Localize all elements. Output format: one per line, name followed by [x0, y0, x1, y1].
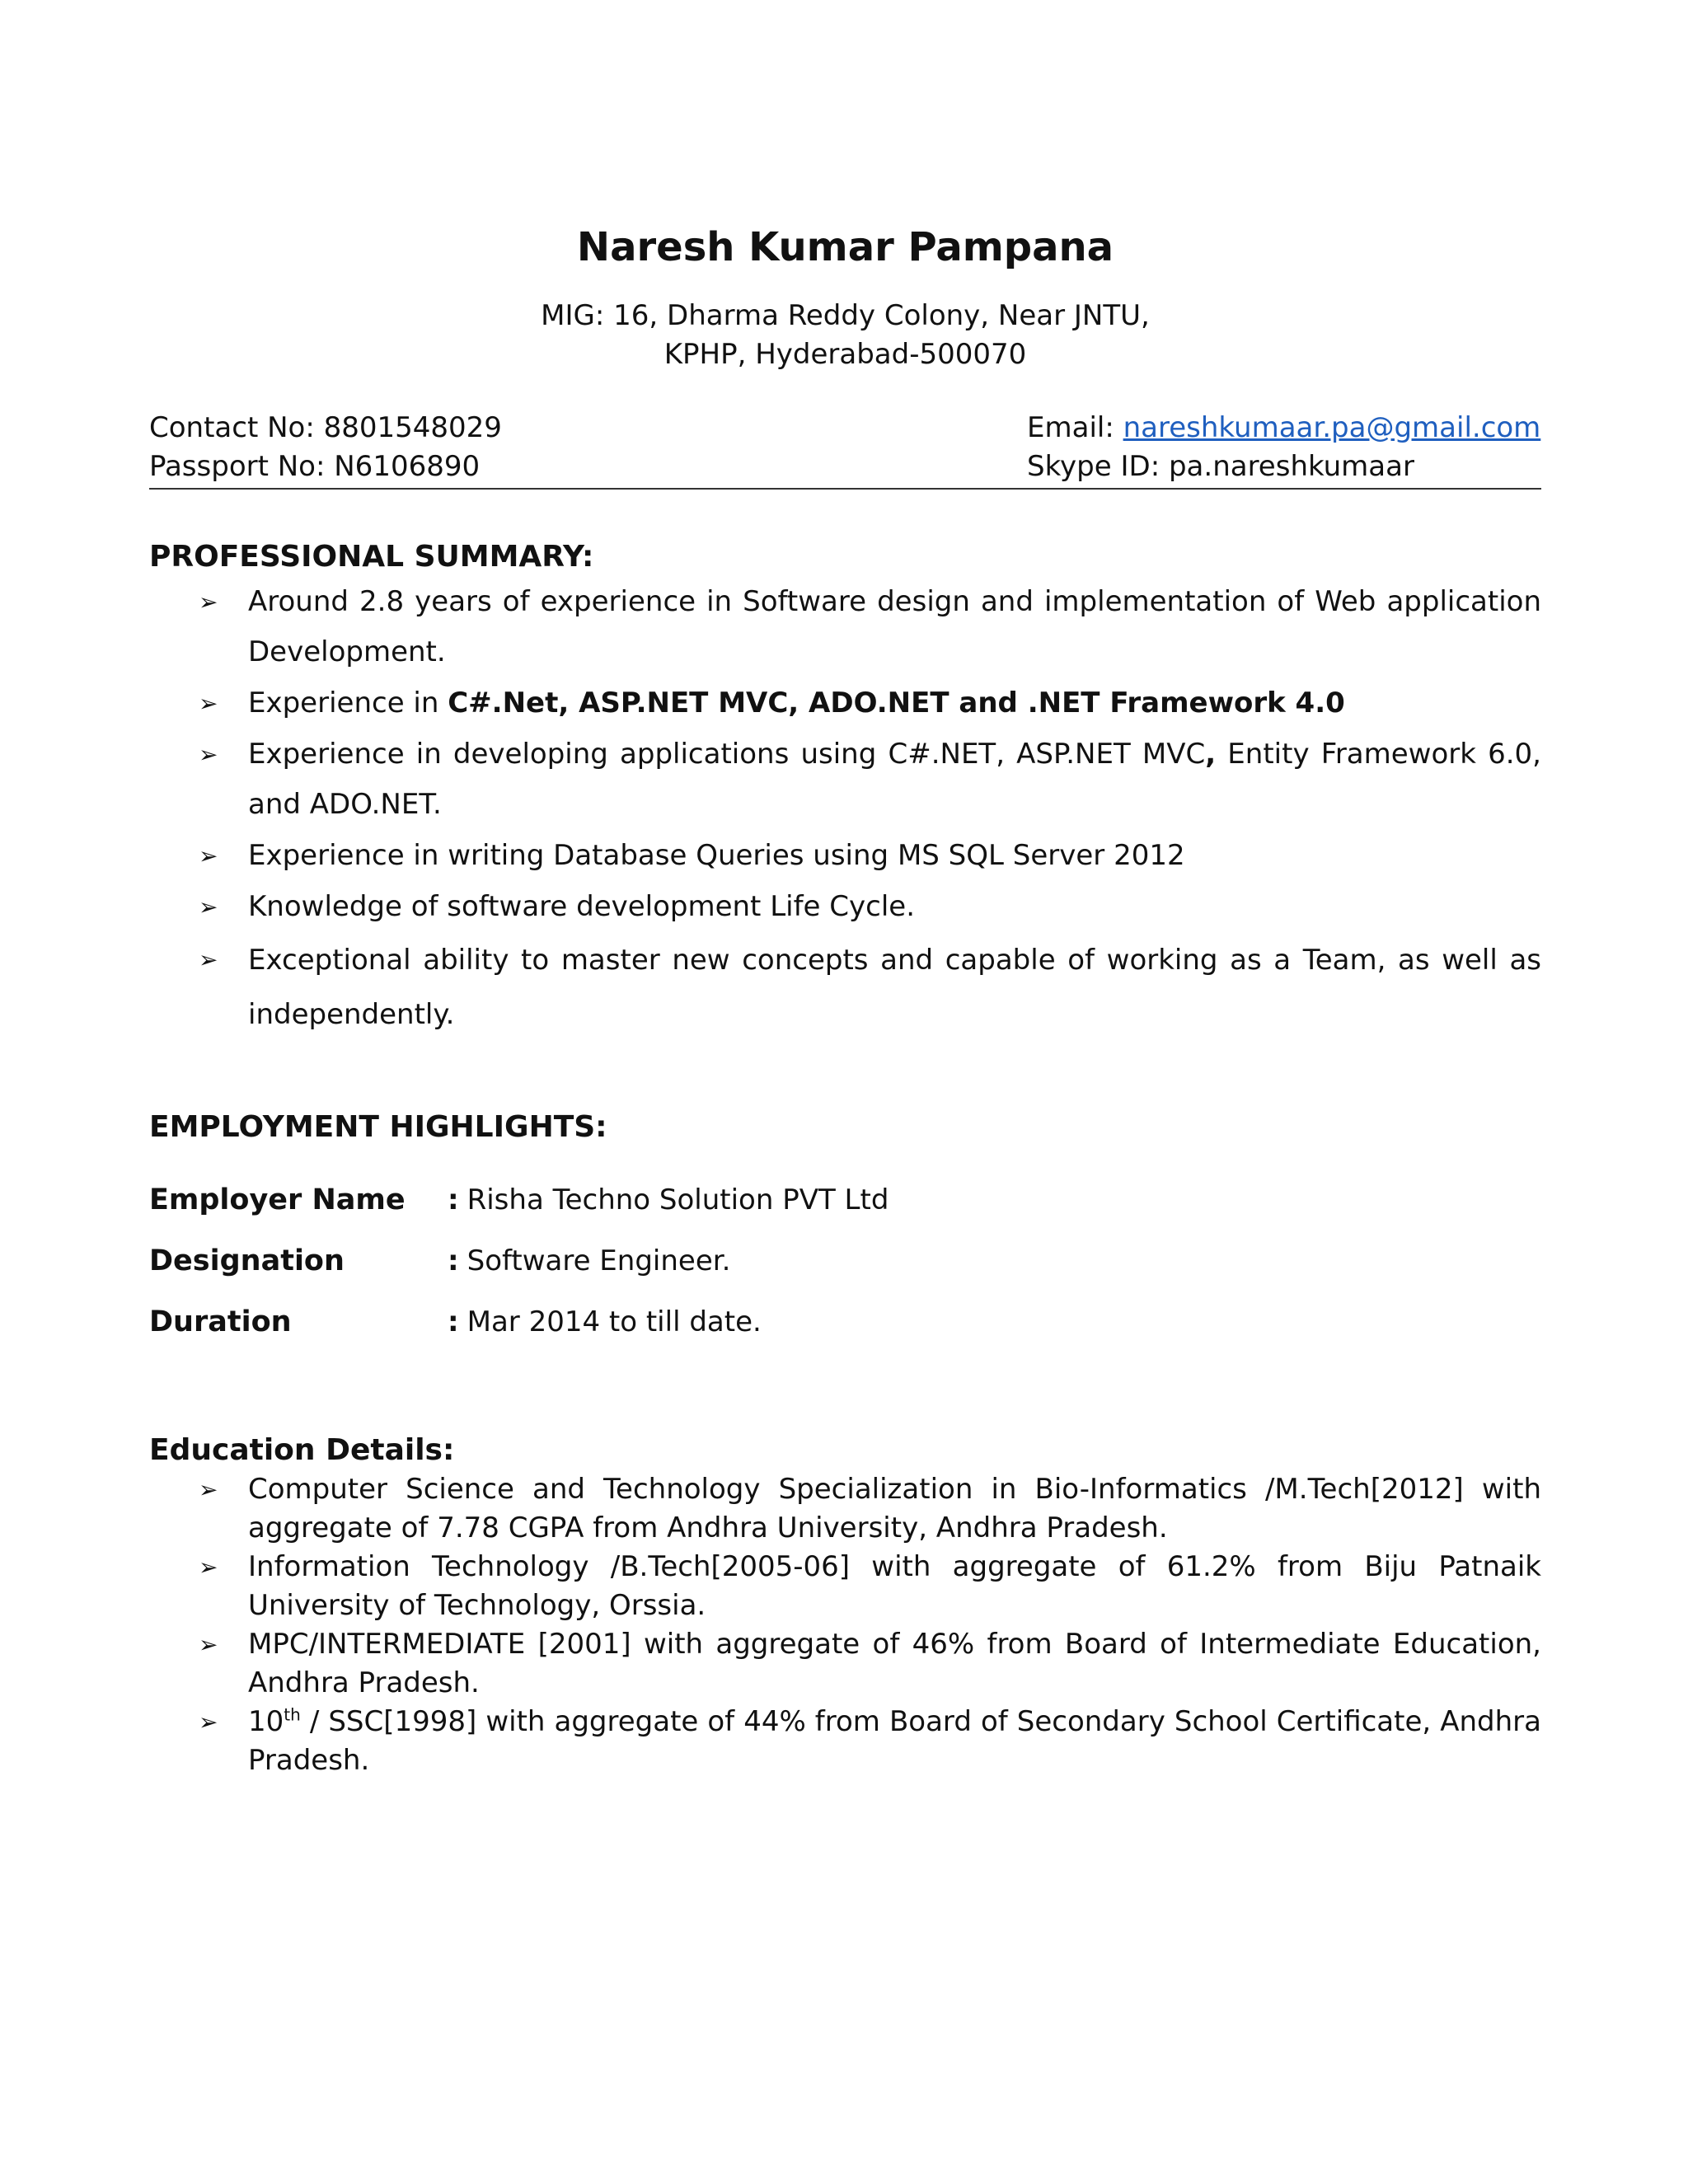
colon-separator: : — [448, 1183, 459, 1216]
employment-row-duration — [149, 1302, 1541, 1363]
contact-label: Contact No: — [149, 411, 324, 444]
arrow-bullet-icon: ➢ — [199, 690, 218, 717]
education-item-text: / SSC[1998] with aggregate of 44% from Board of Secondary School Certificate, Andhra Pradesh. — [248, 1705, 1541, 1777]
education-item-number: 10 — [248, 1705, 284, 1738]
arrow-bullet-icon: ➢ — [199, 946, 218, 973]
summary-item-text: Exceptional ability to master new concepts and capable of working as a Team, as well as independently. — [248, 944, 1541, 1031]
list-item — [149, 577, 1541, 677]
section-heading-education: Education Details: — [149, 1433, 455, 1467]
summary-item-bold: C#.Net, ASP.NET MVC, ADO.NET and .NET Framework 4.0 — [448, 687, 1345, 719]
contact-number — [149, 409, 502, 448]
contact-value: 8801548029 — [323, 411, 502, 444]
list-item — [149, 831, 1541, 881]
address-line-1: MIG: 16, Dharma Reddy Colony, Near JNTU, — [541, 299, 1150, 332]
arrow-bullet-icon: ➢ — [199, 893, 218, 921]
arrow-bullet-icon: ➢ — [199, 1631, 218, 1658]
contact-left-column — [149, 409, 502, 486]
education-item-text: Information Technology /B.Tech[2005-06] with aggregate of 61.2% from Biju Patnaik University of Technology, Orssia. — [248, 1550, 1541, 1622]
email-link[interactable]: nareshkumaar.pa@gmail.com — [1123, 411, 1541, 444]
employment-value-wrapper — [448, 1180, 889, 1220]
education-item-text: Computer Science and Technology Specialization in Bio-Informatics /M.Tech[2012] with aggregate of 7.78 CGPA from Andhra University, Andhra Pradesh. — [248, 1473, 1541, 1544]
employment-value: Risha Techno Solution PVT Ltd — [467, 1183, 889, 1216]
employment-value-wrapper — [448, 1302, 762, 1342]
list-item — [149, 678, 1541, 729]
address-line-2: KPHP, Hyderabad-500070 — [663, 338, 1027, 371]
skype-value: pa.nareshkumaar — [1168, 450, 1414, 483]
list-item — [149, 933, 1541, 1042]
email-label: Email: — [1027, 411, 1123, 444]
education-list — [149, 1470, 1541, 1780]
arrow-bullet-icon: ➢ — [199, 741, 218, 768]
summary-item-text: Around 2.8 years of experience in Software design and implementation of Web application Development. — [248, 585, 1541, 668]
passport-value: N6106890 — [334, 450, 481, 483]
ordinal-superscript: th — [284, 1704, 301, 1725]
summary-item-text: Experience in developing applications using C#.NET, ASP.NET MVC — [248, 738, 1206, 771]
education-item-text: MPC/INTERMEDIATE [2001] with aggregate of 46% from Board of Intermediate Education, Andhra Pradesh. — [248, 1628, 1541, 1699]
summary-item-text: Knowledge of software development Life Cycle. — [248, 890, 916, 923]
list-item — [149, 729, 1541, 830]
summary-item-bold: , — [1205, 738, 1217, 771]
employment-label: Employer Name — [149, 1183, 406, 1216]
employment-value-wrapper — [448, 1241, 730, 1281]
list-item — [149, 1625, 1541, 1703]
skype-label: Skype ID: — [1027, 450, 1169, 483]
employment-value: Mar 2014 to till date. — [467, 1305, 762, 1338]
address — [149, 297, 1541, 374]
summary-item-text: Experience in — [248, 687, 448, 719]
summary-item-text: Experience in writing Database Queries using MS SQL Server 2012 — [248, 839, 1185, 872]
employment-row-designation — [149, 1241, 1541, 1302]
arrow-bullet-icon: ➢ — [199, 588, 218, 616]
arrow-bullet-icon: ➢ — [199, 1476, 218, 1503]
colon-separator: : — [448, 1244, 459, 1277]
passport-label: Passport No: — [149, 450, 335, 483]
summary-item-text: Entity Framework 6.0, and ADO.NET. — [248, 738, 1541, 821]
arrow-bullet-icon: ➢ — [199, 1554, 218, 1581]
employment-label: Designation — [149, 1244, 345, 1277]
section-heading-employment: EMPLOYMENT HIGHLIGHTS: — [149, 1110, 607, 1144]
resume-page — [149, 223, 1541, 1780]
employment-row-employer — [149, 1180, 1541, 1241]
skype-id — [1027, 448, 1540, 486]
list-item — [149, 1548, 1541, 1625]
email — [1027, 409, 1540, 448]
contact-block — [149, 409, 1541, 490]
list-item — [149, 882, 1541, 932]
section-heading-summary: PROFESSIONAL SUMMARY: — [149, 540, 594, 574]
employment-value: Software Engineer. — [467, 1244, 731, 1277]
passport-number — [149, 448, 502, 486]
employment-table — [149, 1180, 1541, 1363]
list-item — [149, 1703, 1541, 1780]
list-item — [149, 1470, 1541, 1548]
candidate-name: Naresh Kumar Pampana — [576, 224, 1114, 270]
summary-list — [149, 577, 1541, 1042]
employment-label: Duration — [149, 1305, 292, 1338]
colon-separator: : — [448, 1305, 459, 1338]
contact-right-column — [1027, 409, 1540, 486]
arrow-bullet-icon: ➢ — [199, 842, 218, 869]
arrow-bullet-icon: ➢ — [199, 1708, 218, 1736]
